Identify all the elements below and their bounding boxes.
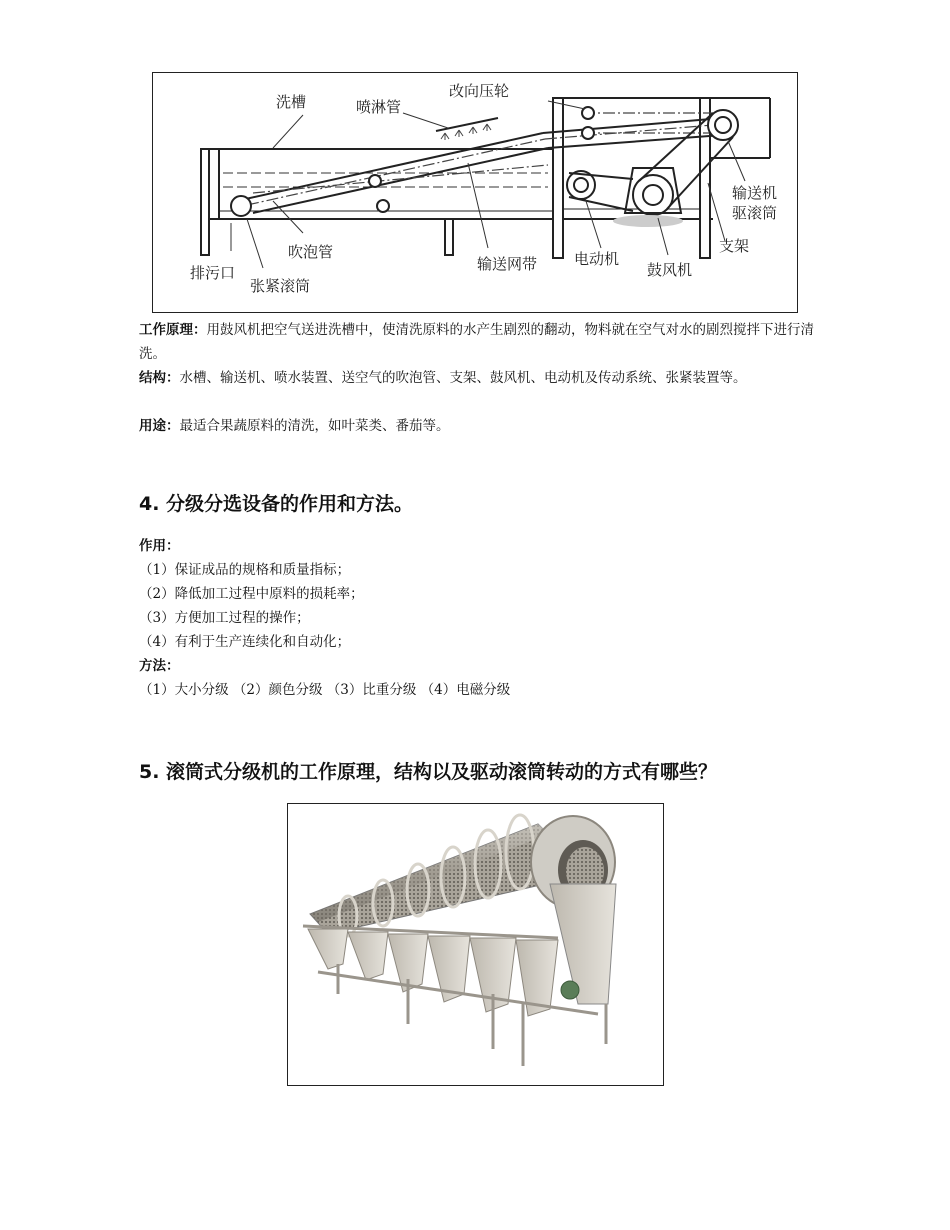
label-redirect-roller: 改向压轮 — [449, 82, 510, 100]
section4-heading: 4. 分级分选设备的作用和方法。 — [139, 493, 414, 515]
principle-text: 用鼓风机把空气送进洗槽中，使清洗原料的水产生剧烈的翻动，物料就在空气对水的剧烈搅拌下进行清洗。 — [139, 322, 814, 362]
label-conveyor-drive-line2: 驱滚筒 — [732, 204, 778, 222]
function-label: 作用： — [139, 538, 180, 554]
label-blower: 鼓风机 — [647, 261, 693, 279]
label-mesh-belt: 输送网带 — [477, 255, 538, 273]
washing-machine-diagram — [152, 72, 798, 313]
label-bubble-pipe: 吹泡管 — [288, 243, 334, 261]
function-item: （1）保证成品的规格和质量指标； — [139, 562, 351, 578]
function-item: （3）方便加工过程的操作； — [139, 610, 310, 626]
structure-paragraph — [139, 366, 819, 390]
structure-label: 结构： — [139, 370, 180, 386]
structure-text: 水槽、输送机、喷水装置、送空气的吹泡管、支架、鼓风机、电动机及传动系统、张紧装置等。 — [179, 370, 747, 386]
label-tension-drum: 张紧滚筒 — [250, 277, 311, 295]
principle-label: 工作原理： — [139, 322, 207, 338]
method-list: （1）大小分级 （2）颜色分级 （3）比重分级 （4）电磁分级 — [139, 682, 511, 698]
label-motor: 电动机 — [574, 250, 620, 268]
principle-paragraph — [139, 318, 819, 366]
drum-grader-photo — [287, 803, 664, 1086]
label-frame: 支架 — [719, 237, 750, 255]
function-item: （4）有利于生产连续化和自动化； — [139, 634, 351, 650]
use-paragraph — [139, 414, 819, 438]
use-text: 最适合果蔬原料的清洗，如叶菜类、番茄等。 — [179, 418, 450, 434]
section5-heading: 5. 滚筒式分级机的工作原理，结构以及驱动滚筒转动的方式有哪些？ — [139, 761, 718, 783]
label-wash-tank: 洗槽 — [276, 93, 307, 111]
label-conveyor-drive-line1: 输送机 — [732, 184, 778, 202]
function-item: （2）降低加工过程中原料的损耗率； — [139, 586, 364, 602]
drum-grader-illustration — [288, 804, 664, 1086]
label-drain-outlet: 排污口 — [190, 264, 236, 282]
label-spray-pipe: 喷淋管 — [356, 98, 402, 116]
use-label: 用途： — [139, 418, 180, 434]
method-label: 方法： — [139, 658, 180, 674]
